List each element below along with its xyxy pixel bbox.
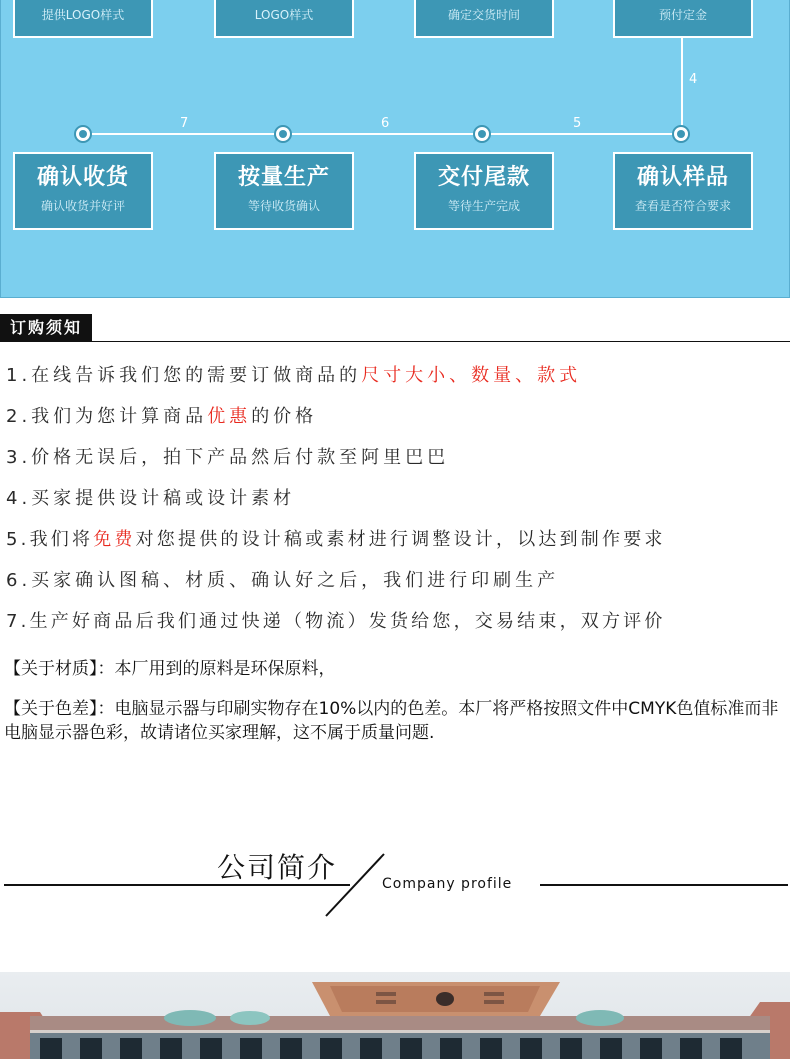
- step-text: 1.在线告诉我们您的需要订做商品的: [6, 365, 362, 386]
- step-highlight: 优惠: [207, 406, 252, 427]
- flow-box-top-4: [613, 0, 753, 38]
- order-step-7: [6, 601, 666, 642]
- flow-box-subtitle: 查看是否符合要求: [634, 199, 731, 213]
- step-text: 6.买家确认图稿、材质、确认好之后，我们进行印刷生产: [6, 570, 560, 591]
- flow-box-confirm-sample: [613, 152, 753, 230]
- flow-box-title: 按量生产: [237, 165, 330, 190]
- flow-box-subtitle: LOGO样式: [254, 8, 314, 22]
- company-profile-subtitle: Company profile: [382, 876, 513, 892]
- flow-node-dot: [274, 125, 292, 143]
- flow-box-subtitle: 预付定金: [658, 8, 707, 22]
- company-profile-title: 公司简介: [217, 851, 338, 884]
- heading-divider: [0, 341, 790, 342]
- flow-box-title: 确认收货: [36, 165, 129, 190]
- step-text: 对您提供的设计稿或素材进行调整设计，以达到制作要求: [135, 529, 666, 550]
- building-illustration: [0, 972, 790, 1059]
- order-step-4: [6, 478, 666, 519]
- flow-node-dot: [473, 125, 491, 143]
- step-text: 2.我们为您计算商品: [6, 406, 208, 427]
- order-step-2: [6, 396, 666, 437]
- connector-vertical: [681, 38, 683, 134]
- order-step-6: [6, 560, 666, 601]
- flow-box-top-2: [214, 0, 354, 38]
- company-building-photo: [0, 972, 790, 1059]
- flow-box-title: 交付尾款: [437, 165, 530, 190]
- flow-box-subtitle: 等待收货确认: [247, 199, 320, 213]
- flow-node-dot: [74, 125, 92, 143]
- order-notes-heading: 订购须知: [0, 314, 92, 342]
- order-steps-list: [6, 355, 666, 642]
- step-text: 4.买家提供设计稿或设计素材: [6, 488, 296, 509]
- step-text: 3.价格无误后，拍下产品然后付款至阿里巴巴: [6, 447, 450, 468]
- title-slash-decoration: [322, 852, 386, 918]
- step-highlight: 免费: [93, 529, 136, 550]
- flow-box-subtitle: 等待生产完成: [447, 199, 520, 213]
- order-step-5: [6, 519, 666, 560]
- step-number: 4: [689, 72, 698, 87]
- order-step-3: [6, 437, 666, 478]
- flow-node-dot: [672, 125, 690, 143]
- flow-box-final-payment: [414, 152, 554, 230]
- flow-box-subtitle: 确认收货并好评: [40, 199, 125, 213]
- connector-horizontal: [84, 133, 682, 135]
- order-step-1: [6, 355, 666, 396]
- step-text: 的价格: [251, 406, 318, 427]
- process-flow-panel: [0, 0, 790, 298]
- step-text: 5.我们将: [6, 529, 94, 550]
- flow-box-production: [214, 152, 354, 230]
- flow-box-top-1: [13, 0, 153, 38]
- step-number: 7: [180, 116, 189, 131]
- flow-box-subtitle: 确定交货时间: [447, 8, 520, 22]
- flow-box-top-3: [414, 0, 554, 38]
- step-text: 7.生产好商品后我们通过快递（物流）发货给您，交易结束，双方评价: [6, 611, 666, 632]
- color-difference-note: 【关于色差】：电脑显示器与印刷实物存在10%以内的色差。本厂将严格按照文件中CMYK色值标准而非电脑显示器色彩，故请诸位买家理解，这不属于质量问题.: [4, 699, 779, 743]
- flow-box-title: 确认样品: [636, 165, 729, 190]
- section-rule-right: [540, 884, 788, 886]
- flow-box-subtitle: 提供LOGO样式: [41, 8, 125, 22]
- material-note: 【关于材质】：本厂用到的原料是环保原料，: [4, 659, 336, 679]
- step-number: 5: [573, 116, 582, 131]
- step-number: 6: [381, 116, 390, 131]
- flow-box-confirm-receipt: [13, 152, 153, 230]
- step-highlight: 尺寸大小、数量、款式: [361, 365, 582, 386]
